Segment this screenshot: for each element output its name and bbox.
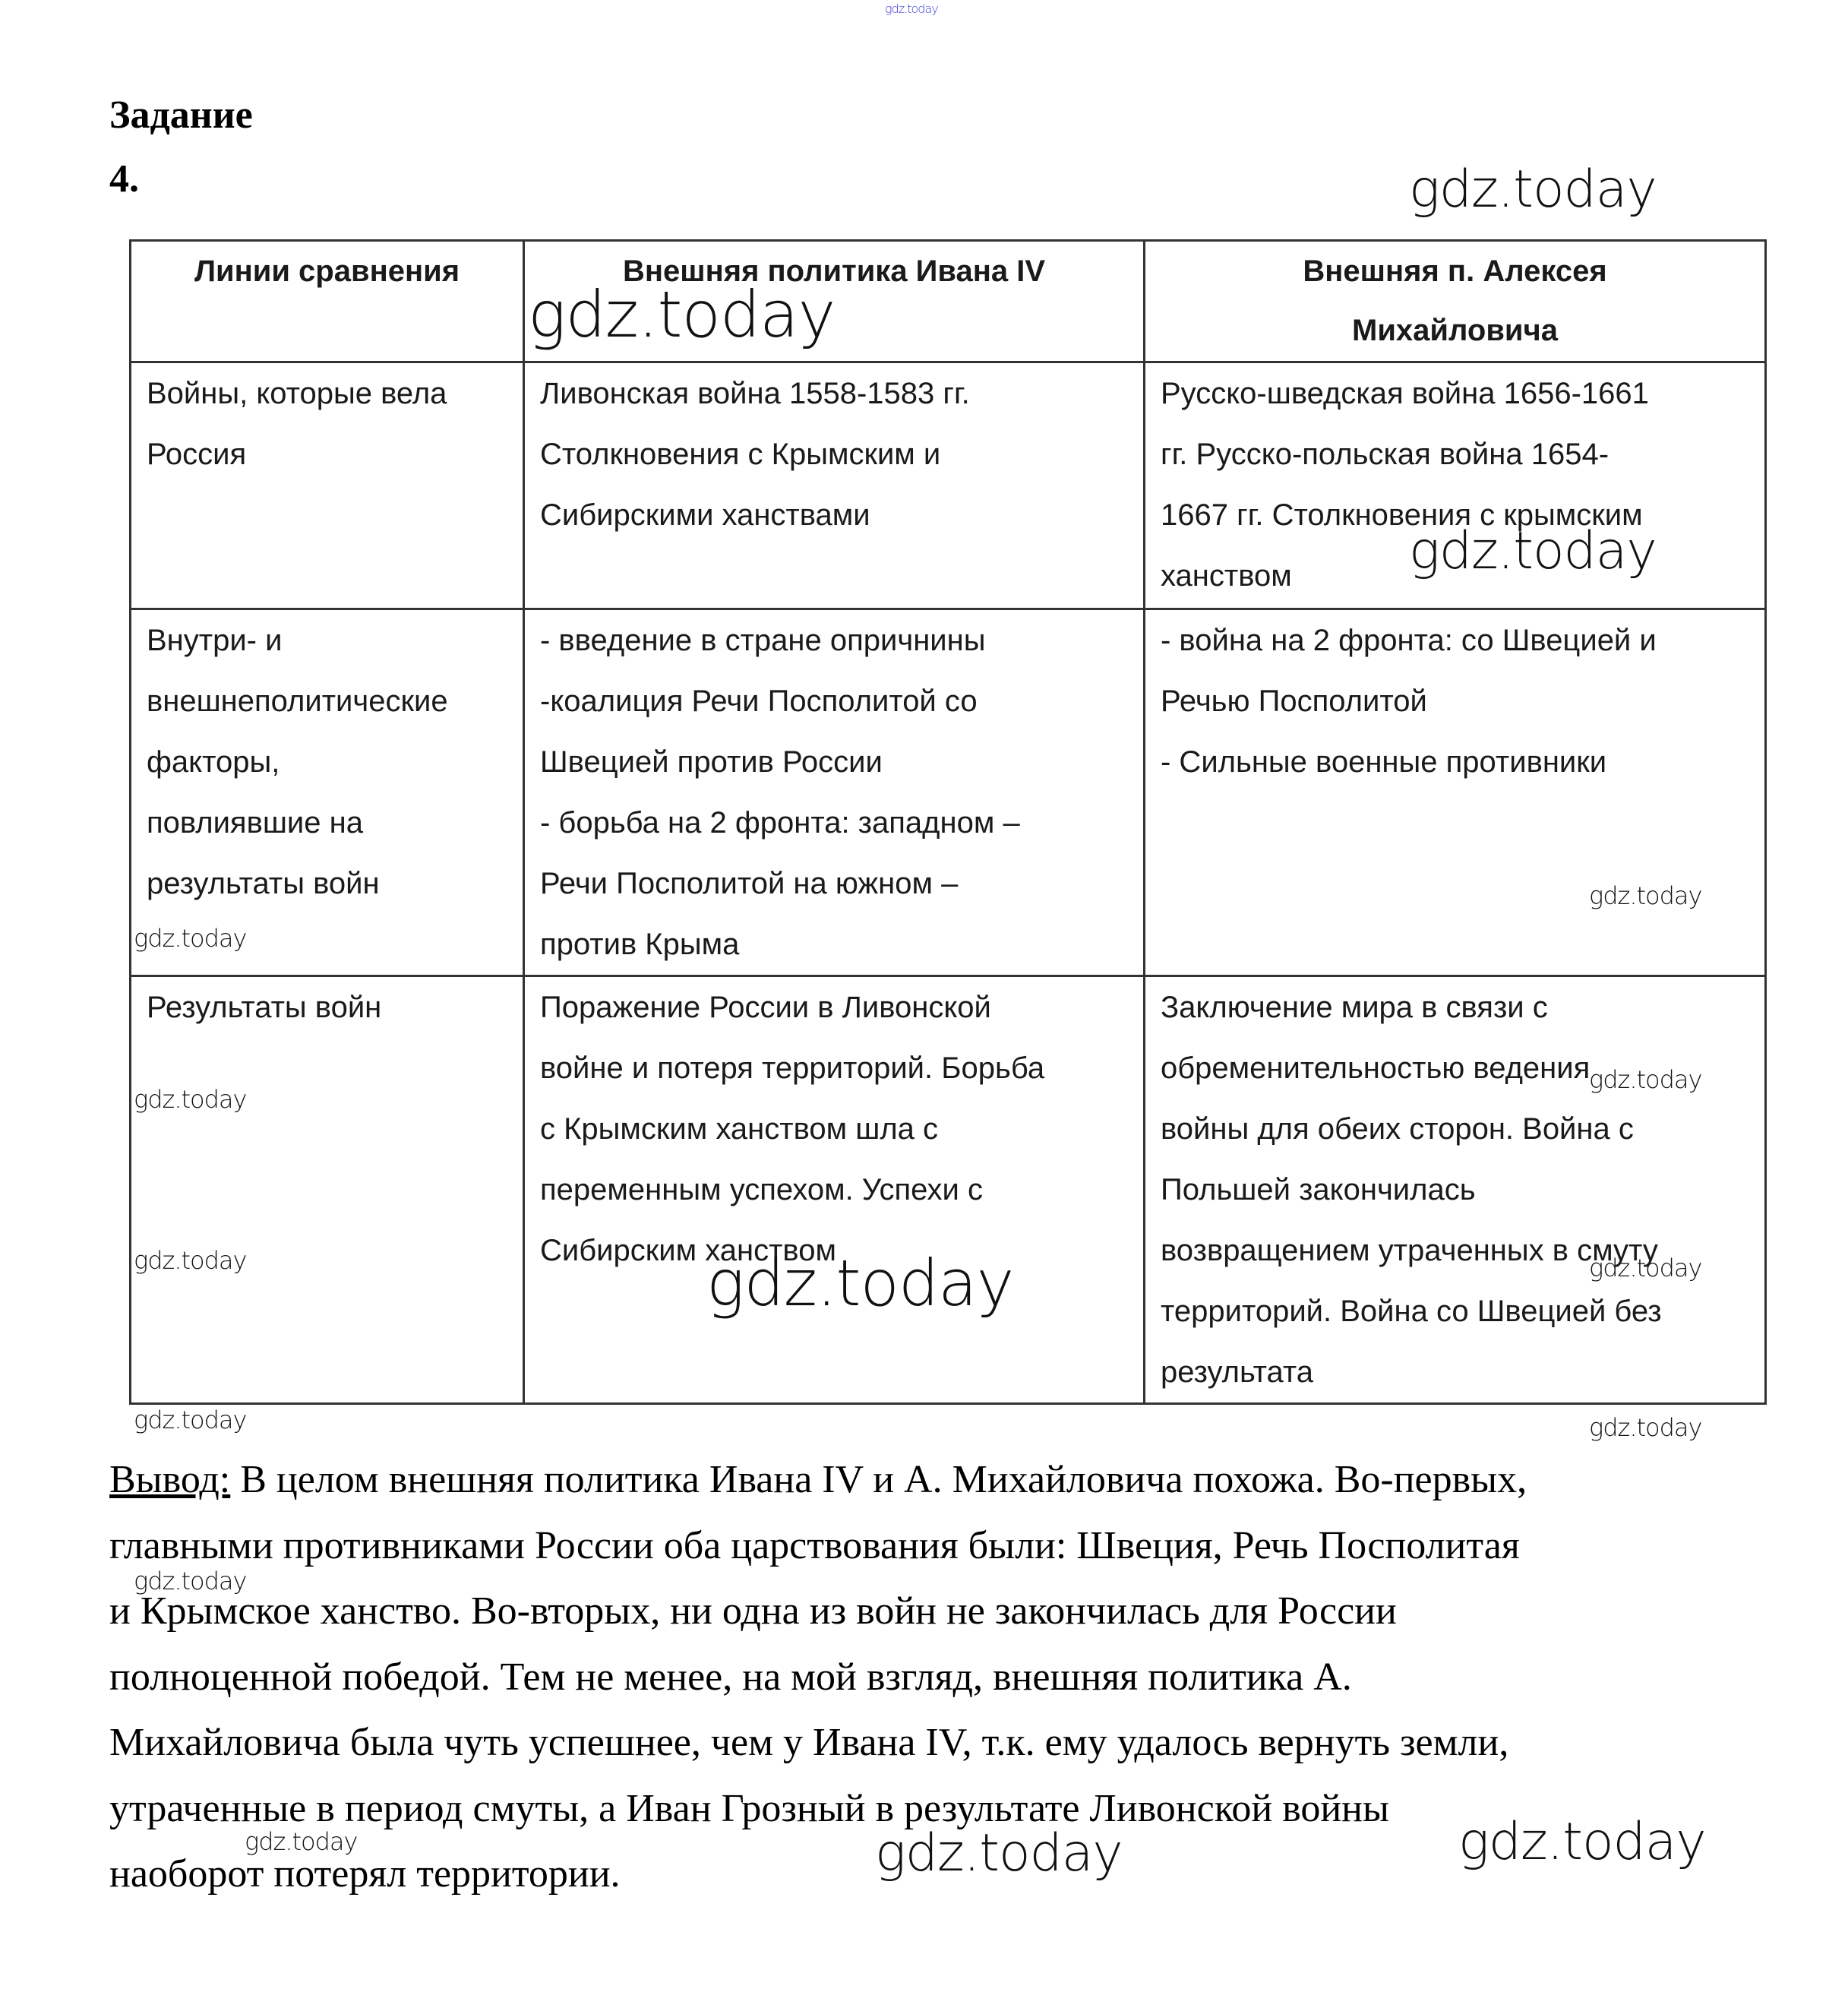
header-cell-comparison-lines: Линии сравнения	[131, 241, 524, 362]
table-cell: Ливонская война 1558-1583 гг. Столкновения с Крымским и Сибирскими ханствами	[524, 362, 1145, 609]
conclusion-line: утраченные в период смуты, а Иван Грозный в результате Ливонской войны	[109, 1786, 1389, 1830]
conclusion-line: Михайловича была чуть успешнее, чем у Ивана IV, т.к. ему удалось вернуть земли,	[109, 1721, 1509, 1764]
table-cell: Заключение мира в связи с обременительностью ведения войны для обеих сторон. Война с Польшей закончилась возвращением утраченных в смуту территорий. Война со Швецией без результата	[1145, 976, 1766, 1404]
conclusion-label: Вывод:	[109, 1458, 231, 1501]
watermark: gdz.today	[706, 1246, 1014, 1320]
watermark: gdz.today	[134, 1246, 247, 1275]
watermark: gdz.today	[134, 1085, 247, 1114]
watermark: gdz.today	[1409, 160, 1657, 220]
watermark: gdz.today	[1589, 1413, 1702, 1442]
conclusion-line: полноценной победой. Тем не менее, на мой взгляд, внешняя политика А.	[109, 1655, 1352, 1699]
watermark: gdz.today	[1409, 521, 1657, 581]
table-cell: Поражение России в Ливонской войне и потеря территорий. Борьба с Крымским ханством шла с переменным успехом. Успехи с Сибирским ханством	[524, 976, 1145, 1404]
table-cell: - война на 2 фронта: со Швецией и Речью Посполитой - Сильные военные противники	[1145, 609, 1766, 976]
watermark: gdz.today	[134, 924, 247, 953]
table-cell: Результаты войн	[131, 976, 524, 1404]
header-cell-alexei: Внешняя п. Алексея Михайловича	[1145, 241, 1766, 362]
watermark: gdz.today	[134, 1567, 247, 1595]
conclusion-line: и Крымское ханство. Во-вторых, ни одна из войн не закончилась для России	[109, 1589, 1397, 1633]
conclusion-line: Вывод: В целом внешняя политика Ивана IV и А. Михайловича похожа. Во-первых,	[109, 1458, 1527, 1501]
table-cell: Войны, которые вела Россия	[131, 362, 524, 609]
table-header-row	[131, 241, 1766, 362]
table-row	[131, 609, 1766, 976]
task-number: 4.	[109, 157, 139, 201]
conclusion-line: наоборот потерял территории.	[109, 1852, 621, 1896]
watermark: gdz.today	[1589, 881, 1702, 910]
table-cell: Русско-шведская война 1656-1661 гг. Русско-польская война 1654- 1667 гг. Столкновения с крымским ханством	[1145, 362, 1766, 609]
watermark: gdz.today	[1589, 1254, 1702, 1282]
watermark: gdz.today	[875, 1823, 1123, 1883]
header-cell-ivan-iv: Внешняя политика Ивана IV	[524, 241, 1145, 362]
watermark: gdz.today	[1458, 1812, 1706, 1872]
watermark: gdz.today	[1589, 1065, 1702, 1094]
watermark: gdz.today	[245, 1827, 358, 1856]
watermark: gdz.today	[134, 1406, 247, 1434]
watermark: gdz.today	[528, 277, 836, 352]
watermark: gdz.today	[885, 2, 938, 16]
table-cell: Внутри- и внешнеполитические факторы, повлиявшие на результаты войн	[131, 609, 524, 976]
conclusion-line: главными противниками России оба царствования были: Швеция, Речь Посполитая	[109, 1523, 1520, 1567]
comparison-table	[129, 239, 1767, 1405]
table-row	[131, 976, 1766, 1404]
task-title: Задание	[109, 93, 253, 137]
table-row	[131, 362, 1766, 609]
table-cell: - введение в стране опричнины -коалиция Речи Посполитой со Швецией против России - борьба на 2 фронта: западном – Речи Посполитой на южном – против Крыма	[524, 609, 1145, 976]
